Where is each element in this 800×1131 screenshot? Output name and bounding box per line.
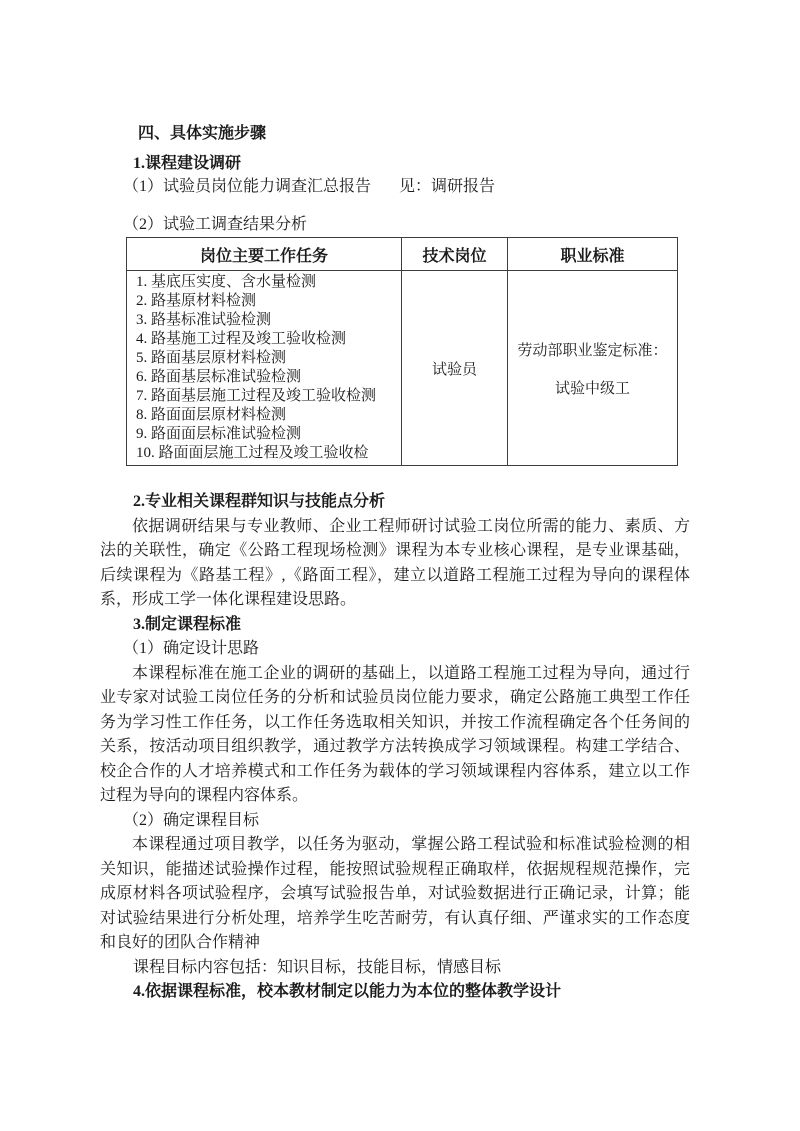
task-list-item: 1. 基底压实度、含水量检测 xyxy=(136,274,317,290)
table-cell-standard xyxy=(508,271,678,466)
task-list-item: 5. 路面基层原材料检测 xyxy=(136,350,287,366)
table-header-row xyxy=(127,238,678,271)
task-list-item: 9. 路面面层标准试验检测 xyxy=(136,426,302,442)
table-header-position: 技术岗位 xyxy=(402,238,508,271)
task-list-item: 6. 路面基层标准试验检测 xyxy=(136,369,302,385)
course-goals-note: 课程目标内容包括：知识目标，技能目标，情感目标 xyxy=(133,958,502,976)
task-list-item: 3. 路基标准试验检测 xyxy=(136,312,272,328)
subsection-2-paragraph: 依据调研结果与专业教师、企业工程师研讨试验工岗位所需的能力、素质、方法的关联性，确定《公路工程现场检测》课程为本专业核心课程，是专业课基础，后续课程为《路基工程》,《路面工程》，建立以道路工程施工过程为导向的课程体系，形成工学一体化课程建设思路。 xyxy=(100,517,690,608)
subsection-3-item-2-paragraph: 本课程通过项目教学，以任务为驱动，掌握公路工程试验和标准试验检测的相关知识，能描述试验操作过程，能按照试验规程正确取样，依据规程规范操作，完成原材料各项试验程序，会填写试验报告单，对试验数据进行正确记录，计算；能对试验结果进行分析处理，培养学生吃苦耐劳，有认真仔细、严谨求实的工作态度和良好的团队合作精神 xyxy=(100,836,690,951)
table-header-tasks: 岗位主要工作任务 xyxy=(127,238,402,271)
subsection-3-item-2-title: （2）确定课程目标 xyxy=(123,811,260,829)
subsection-2-heading: 2.专业相关课程群知识与技能点分析 xyxy=(133,493,386,510)
subsection-1-item-2: （2）试验工调查结果分析 xyxy=(123,216,308,233)
table-cell-position: 试验员 xyxy=(402,271,508,466)
task-list-item: 7. 路面基层施工过程及竣工验收检测 xyxy=(136,388,377,404)
subsection-4-heading: 4.依据课程标准，校本教材制定以能力为本位的整体教学设计 xyxy=(133,983,562,1000)
task-list-item: 4. 路基施工过程及竣工验收检测 xyxy=(136,331,347,347)
subsection-1-heading: 1.课程建设调研 xyxy=(133,155,242,172)
item-1-label: （1）试验员岗位能力调查汇总报告 xyxy=(123,178,372,195)
task-list-item: 2. 路基原材料检测 xyxy=(136,293,257,309)
subsection-3-heading: 3.制定课程标准 xyxy=(133,615,242,633)
task-list-item: 10. 路面面层施工过程及竣工验收检 xyxy=(136,445,369,461)
subsection-3-item-1-paragraph: 本课程标准在施工企业的调研的基础上，以道路工程施工过程为导向，通过行业专家对试验工岗位任务的分析和试验员岗位能力要求，确定公路施工典型工作任务为学习性工作任务，以工作任务选取相关知识，并按工作流程确定各个任务间的关系，按活动项目组织教学，通过教学方法转换成学习领域课程。构建工学结合、校企合作的人才培养模式和工作任务为载体的学习领域课程内容体系，建立以工作过程为导向的课程内容体系。 xyxy=(100,664,690,804)
table-header-standard: 职业标准 xyxy=(508,238,678,271)
table-cell-tasks xyxy=(127,271,402,466)
section-heading: 四、具体实施步骤 xyxy=(138,125,267,142)
table-body-row xyxy=(127,271,678,466)
subsection-3-item-1-title: （1）确定设计思路 xyxy=(123,640,260,657)
item-1-reference: 见：调研报告 xyxy=(399,178,496,195)
task-list-item: 8. 路面面层原材料检测 xyxy=(136,407,287,423)
standard-line-2: 试验中级工 xyxy=(554,380,630,397)
standard-line-1: 劳动部职业鉴定标准： xyxy=(517,342,668,359)
survey-table xyxy=(126,237,678,466)
subsection-1-item-1 xyxy=(123,176,690,197)
